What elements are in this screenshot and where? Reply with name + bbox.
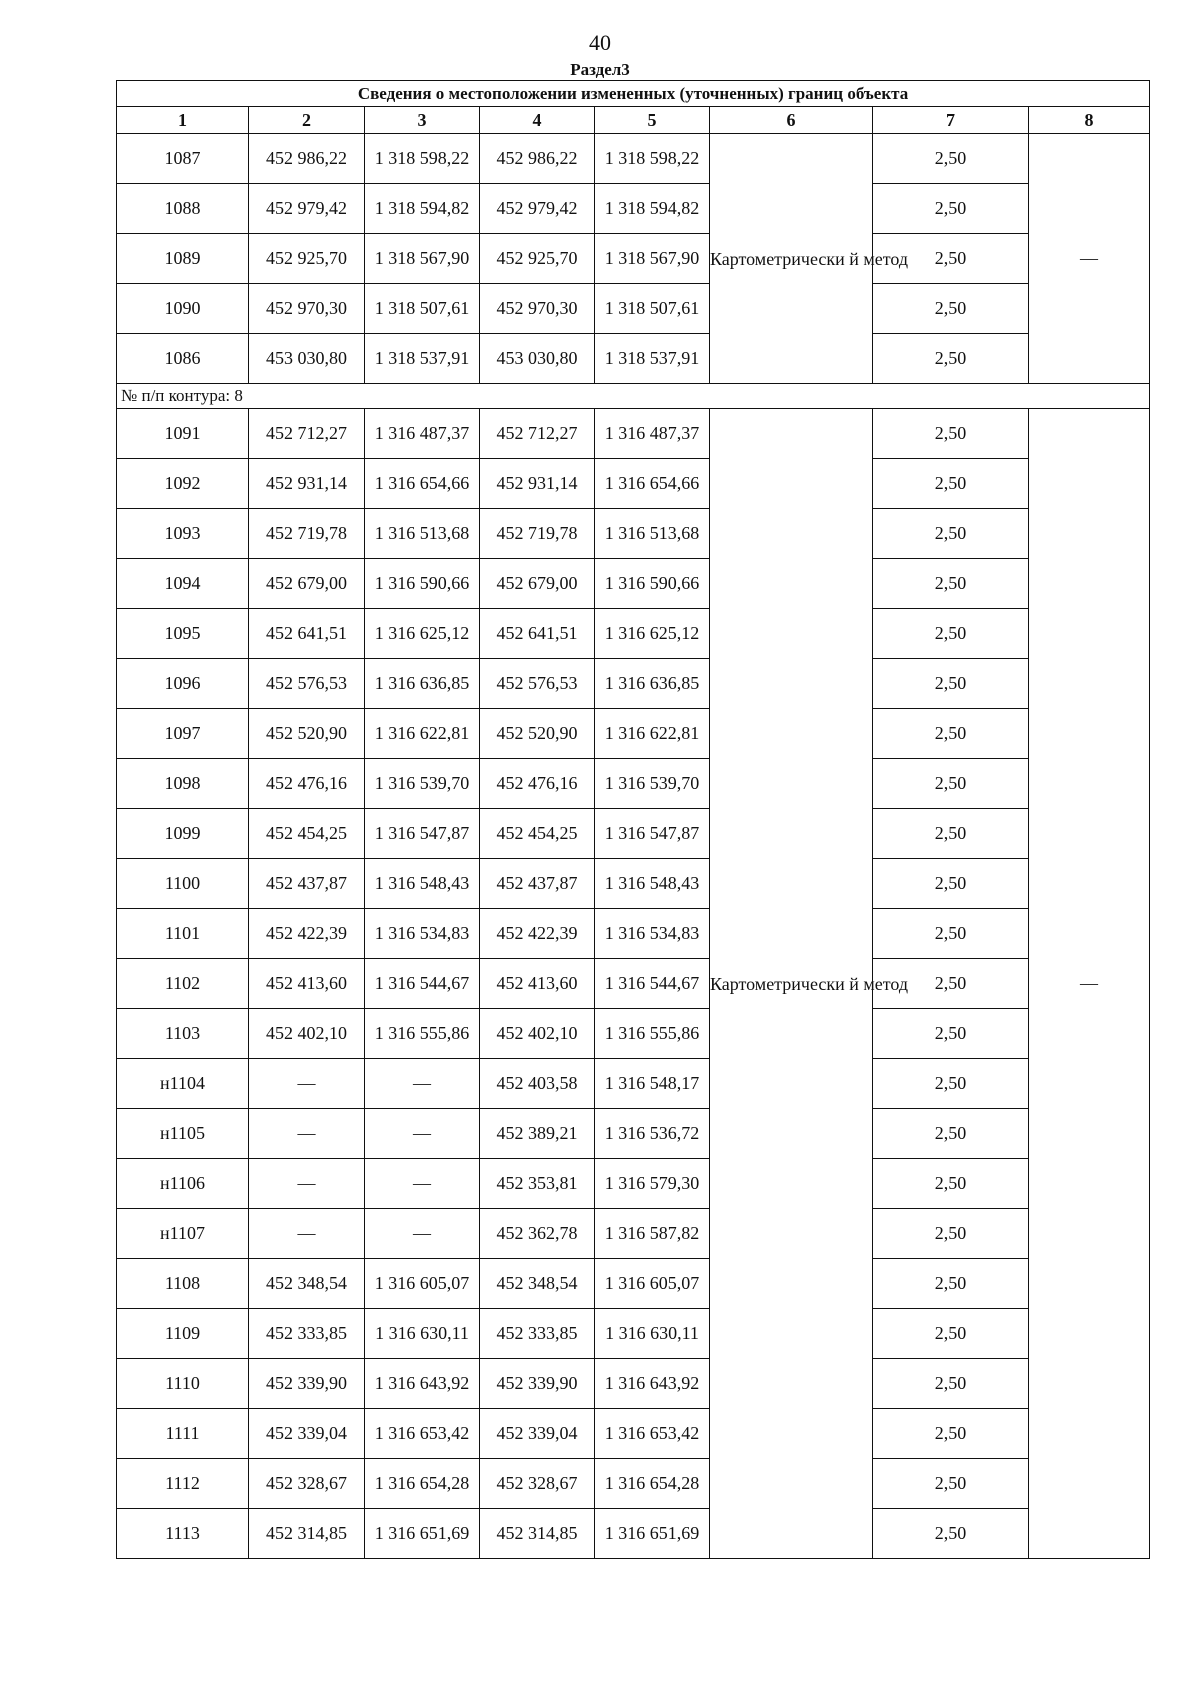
- existing-x-cell: —: [249, 1209, 365, 1259]
- precision-cell: 2,50: [873, 1159, 1029, 1209]
- table-row: [117, 1109, 1150, 1159]
- new-y-cell: 1 316 643,92: [595, 1359, 710, 1409]
- existing-y-cell: 1 316 513,68: [365, 509, 480, 559]
- contour-row: [117, 384, 1150, 409]
- existing-y-cell: 1 316 539,70: [365, 759, 480, 809]
- new-y-cell: 1 316 513,68: [595, 509, 710, 559]
- new-x-cell: 452 970,30: [480, 284, 595, 334]
- precision-cell: 2,50: [873, 234, 1029, 284]
- table-row: [117, 1209, 1150, 1259]
- point-id-cell: 1087: [117, 134, 249, 184]
- point-id-cell: 1086: [117, 334, 249, 384]
- point-id-cell: 1094: [117, 559, 249, 609]
- table-row: [117, 334, 1150, 384]
- table-row: [117, 709, 1150, 759]
- existing-x-cell: 452 641,51: [249, 609, 365, 659]
- precision-cell: 2,50: [873, 1359, 1029, 1409]
- existing-x-cell: 452 437,87: [249, 859, 365, 909]
- new-x-cell: 452 931,14: [480, 459, 595, 509]
- table-row: [117, 1009, 1150, 1059]
- table-row: [117, 184, 1150, 234]
- new-x-cell: 452 333,85: [480, 1309, 595, 1359]
- new-y-cell: 1 318 598,22: [595, 134, 710, 184]
- new-x-cell: 452 925,70: [480, 234, 595, 284]
- column-header: 1: [117, 107, 249, 134]
- table-row: [117, 284, 1150, 334]
- point-id-cell: н1104: [117, 1059, 249, 1109]
- precision-cell: 2,50: [873, 1509, 1029, 1559]
- existing-y-cell: 1 318 594,82: [365, 184, 480, 234]
- new-y-cell: 1 316 555,86: [595, 1009, 710, 1059]
- new-y-cell: 1 316 579,30: [595, 1159, 710, 1209]
- table-row: [117, 1309, 1150, 1359]
- precision-cell: 2,50: [873, 459, 1029, 509]
- existing-y-cell: —: [365, 1059, 480, 1109]
- existing-x-cell: —: [249, 1159, 365, 1209]
- point-id-cell: 1090: [117, 284, 249, 334]
- existing-x-cell: 452 979,42: [249, 184, 365, 234]
- precision-cell: 2,50: [873, 909, 1029, 959]
- new-y-cell: 1 316 547,87: [595, 809, 710, 859]
- new-y-cell: 1 316 651,69: [595, 1509, 710, 1559]
- point-id-cell: 1101: [117, 909, 249, 959]
- boundary-table: [116, 80, 1150, 1559]
- new-y-cell: 1 316 653,42: [595, 1409, 710, 1459]
- new-x-cell: 452 339,04: [480, 1409, 595, 1459]
- table-row: [117, 1359, 1150, 1409]
- point-id-cell: 1099: [117, 809, 249, 859]
- precision-cell: 2,50: [873, 809, 1029, 859]
- block2-col8-cell: —: [1029, 409, 1150, 1559]
- existing-x-cell: 452 576,53: [249, 659, 365, 709]
- existing-y-cell: 1 318 598,22: [365, 134, 480, 184]
- precision-cell: 2,50: [873, 759, 1029, 809]
- existing-x-cell: 452 520,90: [249, 709, 365, 759]
- existing-y-cell: 1 316 630,11: [365, 1309, 480, 1359]
- new-x-cell: 452 576,53: [480, 659, 595, 709]
- column-header: 4: [480, 107, 595, 134]
- precision-cell: 2,50: [873, 1309, 1029, 1359]
- table-row: [117, 509, 1150, 559]
- table-row: [117, 1509, 1150, 1559]
- point-id-cell: 1088: [117, 184, 249, 234]
- new-y-cell: 1 316 630,11: [595, 1309, 710, 1359]
- block1-col8-cell: —: [1029, 134, 1150, 384]
- point-id-cell: 1089: [117, 234, 249, 284]
- new-x-cell: 452 986,22: [480, 134, 595, 184]
- point-id-cell: 1111: [117, 1409, 249, 1459]
- column-header-row: [117, 107, 1150, 134]
- new-x-cell: 452 979,42: [480, 184, 595, 234]
- table-caption: Сведения о местоположении измененных (уточненных) границ объекта: [117, 81, 1150, 107]
- new-x-cell: 452 641,51: [480, 609, 595, 659]
- table-row: [117, 459, 1150, 509]
- precision-cell: 2,50: [873, 334, 1029, 384]
- precision-cell: 2,50: [873, 1459, 1029, 1509]
- precision-cell: 2,50: [873, 1209, 1029, 1259]
- existing-y-cell: 1 316 622,81: [365, 709, 480, 759]
- new-x-cell: 452 362,78: [480, 1209, 595, 1259]
- new-y-cell: 1 316 536,72: [595, 1109, 710, 1159]
- existing-x-cell: 452 348,54: [249, 1259, 365, 1309]
- new-y-cell: 1 316 622,81: [595, 709, 710, 759]
- new-x-cell: 452 348,54: [480, 1259, 595, 1309]
- existing-x-cell: —: [249, 1109, 365, 1159]
- point-id-cell: 1102: [117, 959, 249, 1009]
- existing-x-cell: 452 986,22: [249, 134, 365, 184]
- new-x-cell: 452 422,39: [480, 909, 595, 959]
- existing-x-cell: 452 413,60: [249, 959, 365, 1009]
- point-id-cell: 1093: [117, 509, 249, 559]
- point-id-cell: 1100: [117, 859, 249, 909]
- new-y-cell: 1 316 548,43: [595, 859, 710, 909]
- existing-y-cell: 1 318 507,61: [365, 284, 480, 334]
- table-row: [117, 1059, 1150, 1109]
- new-y-cell: 1 316 605,07: [595, 1259, 710, 1309]
- point-id-cell: 1112: [117, 1459, 249, 1509]
- existing-y-cell: 1 316 534,83: [365, 909, 480, 959]
- existing-y-cell: 1 316 605,07: [365, 1259, 480, 1309]
- table-row: [117, 409, 1150, 459]
- precision-cell: 2,50: [873, 1009, 1029, 1059]
- new-y-cell: 1 316 625,12: [595, 609, 710, 659]
- new-y-cell: 1 316 548,17: [595, 1059, 710, 1109]
- point-id-cell: 1092: [117, 459, 249, 509]
- new-y-cell: 1 318 507,61: [595, 284, 710, 334]
- existing-y-cell: —: [365, 1209, 480, 1259]
- new-y-cell: 1 316 534,83: [595, 909, 710, 959]
- existing-y-cell: 1 316 643,92: [365, 1359, 480, 1409]
- point-id-cell: 1095: [117, 609, 249, 659]
- point-id-cell: н1106: [117, 1159, 249, 1209]
- point-id-cell: 1097: [117, 709, 249, 759]
- point-id-cell: 1110: [117, 1359, 249, 1409]
- existing-x-cell: 452 454,25: [249, 809, 365, 859]
- precision-cell: 2,50: [873, 1109, 1029, 1159]
- new-y-cell: 1 316 539,70: [595, 759, 710, 809]
- existing-y-cell: —: [365, 1109, 480, 1159]
- point-id-cell: 1113: [117, 1509, 249, 1559]
- precision-cell: 2,50: [873, 609, 1029, 659]
- new-y-cell: 1 316 654,66: [595, 459, 710, 509]
- existing-y-cell: —: [365, 1159, 480, 1209]
- section-title: Раздел3: [570, 60, 630, 79]
- table-row: [117, 1409, 1150, 1459]
- existing-y-cell: 1 316 651,69: [365, 1509, 480, 1559]
- existing-y-cell: 1 316 547,87: [365, 809, 480, 859]
- precision-cell: 2,50: [873, 509, 1029, 559]
- new-x-cell: 452 353,81: [480, 1159, 595, 1209]
- existing-x-cell: 452 402,10: [249, 1009, 365, 1059]
- point-id-cell: н1107: [117, 1209, 249, 1259]
- point-id-cell: 1091: [117, 409, 249, 459]
- new-y-cell: 1 316 487,37: [595, 409, 710, 459]
- point-id-cell: 1108: [117, 1259, 249, 1309]
- table-row: [117, 959, 1150, 1009]
- existing-x-cell: 452 712,27: [249, 409, 365, 459]
- point-id-cell: 1098: [117, 759, 249, 809]
- new-x-cell: 452 389,21: [480, 1109, 595, 1159]
- table-row: [117, 234, 1150, 284]
- table-row: [117, 1459, 1150, 1509]
- existing-y-cell: 1 316 654,28: [365, 1459, 480, 1509]
- new-x-cell: 452 339,90: [480, 1359, 595, 1409]
- precision-cell: 2,50: [873, 559, 1029, 609]
- column-header: 2: [249, 107, 365, 134]
- existing-x-cell: 452 339,04: [249, 1409, 365, 1459]
- new-y-cell: 1 318 537,91: [595, 334, 710, 384]
- new-x-cell: 452 402,10: [480, 1009, 595, 1059]
- new-y-cell: 1 318 594,82: [595, 184, 710, 234]
- block1-method-cell: Картометрически й метод: [710, 134, 873, 384]
- precision-cell: 2,50: [873, 959, 1029, 1009]
- existing-x-cell: 452 328,67: [249, 1459, 365, 1509]
- table-row: [117, 1259, 1150, 1309]
- existing-y-cell: 1 318 567,90: [365, 234, 480, 284]
- new-y-cell: 1 316 590,66: [595, 559, 710, 609]
- existing-x-cell: 452 333,85: [249, 1309, 365, 1359]
- existing-y-cell: 1 316 555,86: [365, 1009, 480, 1059]
- new-x-cell: 452 413,60: [480, 959, 595, 1009]
- column-header: 6: [710, 107, 873, 134]
- precision-cell: 2,50: [873, 184, 1029, 234]
- existing-y-cell: 1 316 487,37: [365, 409, 480, 459]
- existing-x-cell: 452 422,39: [249, 909, 365, 959]
- precision-cell: 2,50: [873, 1409, 1029, 1459]
- point-id-cell: 1103: [117, 1009, 249, 1059]
- point-id-cell: 1096: [117, 659, 249, 709]
- precision-cell: 2,50: [873, 709, 1029, 759]
- existing-x-cell: 452 931,14: [249, 459, 365, 509]
- precision-cell: 2,50: [873, 1059, 1029, 1109]
- new-x-cell: 452 719,78: [480, 509, 595, 559]
- table-row: [117, 559, 1150, 609]
- contour-label: № п/п контура: 8: [117, 384, 1150, 409]
- existing-y-cell: 1 316 653,42: [365, 1409, 480, 1459]
- new-y-cell: 1 316 544,67: [595, 959, 710, 1009]
- new-x-cell: 452 712,27: [480, 409, 595, 459]
- new-y-cell: 1 318 567,90: [595, 234, 710, 284]
- existing-x-cell: —: [249, 1059, 365, 1109]
- existing-x-cell: 452 925,70: [249, 234, 365, 284]
- precision-cell: 2,50: [873, 409, 1029, 459]
- new-x-cell: 453 030,80: [480, 334, 595, 384]
- existing-y-cell: 1 318 537,91: [365, 334, 480, 384]
- new-y-cell: 1 316 587,82: [595, 1209, 710, 1259]
- precision-cell: 2,50: [873, 859, 1029, 909]
- existing-y-cell: 1 316 548,43: [365, 859, 480, 909]
- existing-x-cell: 452 679,00: [249, 559, 365, 609]
- table-row: [117, 134, 1150, 184]
- point-id-cell: 1109: [117, 1309, 249, 1359]
- new-x-cell: 452 476,16: [480, 759, 595, 809]
- block2-method-cell: Картометрически й метод: [710, 409, 873, 1559]
- new-x-cell: 452 403,58: [480, 1059, 595, 1109]
- existing-x-cell: 452 339,90: [249, 1359, 365, 1409]
- precision-cell: 2,50: [873, 659, 1029, 709]
- table-row: [117, 659, 1150, 709]
- column-header: 5: [595, 107, 710, 134]
- page-number: 40: [589, 30, 611, 55]
- existing-y-cell: 1 316 625,12: [365, 609, 480, 659]
- existing-x-cell: 452 476,16: [249, 759, 365, 809]
- table-row: [117, 809, 1150, 859]
- new-y-cell: 1 316 654,28: [595, 1459, 710, 1509]
- column-header: 7: [873, 107, 1029, 134]
- table-row: [117, 609, 1150, 659]
- column-header: 8: [1029, 107, 1150, 134]
- existing-x-cell: 453 030,80: [249, 334, 365, 384]
- existing-x-cell: 452 314,85: [249, 1509, 365, 1559]
- existing-y-cell: 1 316 654,66: [365, 459, 480, 509]
- new-x-cell: 452 679,00: [480, 559, 595, 609]
- new-y-cell: 1 316 636,85: [595, 659, 710, 709]
- precision-cell: 2,50: [873, 1259, 1029, 1309]
- new-x-cell: 452 328,67: [480, 1459, 595, 1509]
- precision-cell: 2,50: [873, 134, 1029, 184]
- new-x-cell: 452 454,25: [480, 809, 595, 859]
- existing-y-cell: 1 316 636,85: [365, 659, 480, 709]
- existing-y-cell: 1 316 590,66: [365, 559, 480, 609]
- table-row: [117, 1159, 1150, 1209]
- table-row: [117, 909, 1150, 959]
- column-header: 3: [365, 107, 480, 134]
- existing-y-cell: 1 316 544,67: [365, 959, 480, 1009]
- table-row: [117, 859, 1150, 909]
- precision-cell: 2,50: [873, 284, 1029, 334]
- new-x-cell: 452 520,90: [480, 709, 595, 759]
- existing-x-cell: 452 719,78: [249, 509, 365, 559]
- table-row: [117, 759, 1150, 809]
- new-x-cell: 452 314,85: [480, 1509, 595, 1559]
- point-id-cell: н1105: [117, 1109, 249, 1159]
- new-x-cell: 452 437,87: [480, 859, 595, 909]
- existing-x-cell: 452 970,30: [249, 284, 365, 334]
